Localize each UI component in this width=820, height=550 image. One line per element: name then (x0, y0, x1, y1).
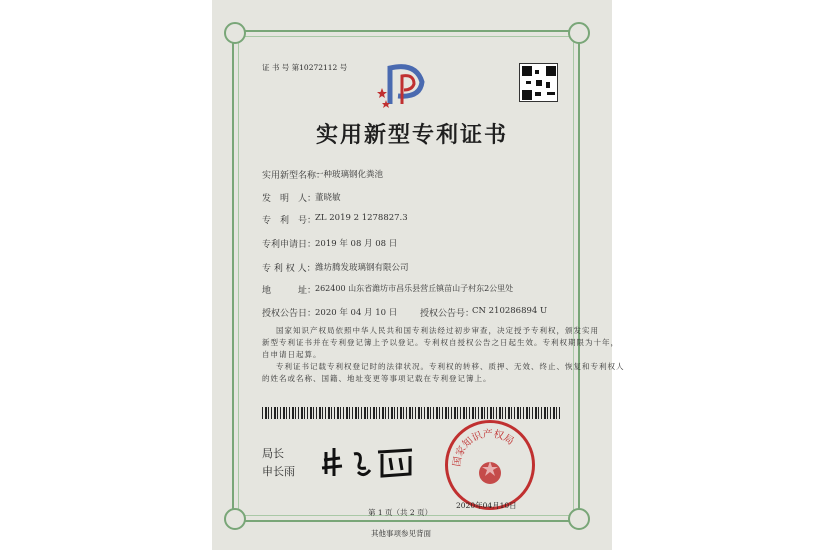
paragraph-line: 自申请日起算。 (262, 350, 322, 359)
paragraph-line: 专利证书记载专利权登记时的法律状况。专利权的转移、质押、无效、终止、恢复和专利权人 (276, 362, 625, 371)
grant-date-value: 2020 年 04 月 10 日 (315, 308, 398, 318)
barcode (262, 407, 562, 419)
patent-number-label: 专 利 号： (262, 216, 317, 226)
corner-ornament (568, 508, 590, 530)
paragraph-line: 国家知识产权局依照中华人民共和国专利法经过初步审查，决定授予专利权，颁发实用 (276, 326, 599, 335)
official-seal (445, 420, 535, 510)
paragraph-line: 新型专利证书并在专利登记簿上予以登记。专利权自授权公告之日起生效。专利权期限为十年， (262, 338, 619, 347)
address-value: 262400 山东省潍坊市昌乐县营丘镇苗山子村东2公里处 (315, 284, 514, 293)
back-note: 其他事项参见背面 (371, 529, 431, 538)
director-title: 局长 (262, 447, 284, 460)
publication-number-value: CN 210286894 U (472, 306, 548, 316)
director-signature (318, 440, 418, 482)
filing-date-value: 2019 年 08 月 08 日 (315, 239, 398, 249)
director-name: 申长雨 (262, 465, 295, 478)
name-value: 一种玻璃钢化粪池 (315, 170, 384, 180)
seal-date: 2020年04月10日 (456, 501, 517, 510)
corner-ornament (568, 22, 590, 44)
publication-number-label: 授权公告号： (420, 309, 475, 319)
qr-code (519, 63, 558, 102)
svg-text:国家知识产权局 (451, 427, 516, 468)
inventor-label: 发 明 人： (262, 194, 317, 204)
owner-label: 专 利 权 人： (262, 264, 316, 274)
address-label: 地 址： (262, 286, 317, 296)
seal-text: 国家知识产权局 (451, 428, 516, 468)
grant-date-label: 授权公告日： (262, 309, 317, 319)
certificate-number: 证 书 号 第10272112 号 (262, 63, 348, 72)
paragraph-line: 的姓名或名称、国籍、地址变更等事项记载在专利登记簿上。 (262, 374, 492, 383)
filing-date-label: 专利申请日： (262, 240, 317, 250)
page-number: 第 1 页（共 2 页） (368, 508, 433, 517)
cnipa-logo (376, 60, 436, 110)
seal-emblem (448, 423, 532, 507)
owner-value: 潍坊腾发玻璃钢有限公司 (315, 263, 409, 273)
name-label: 实用新型名称： (262, 171, 326, 181)
inventor-value: 董晓敏 (315, 193, 341, 203)
certificate-title: 实用新型专利证书 (316, 122, 509, 148)
corner-ornament (224, 22, 246, 44)
corner-ornament (224, 508, 246, 530)
patent-number-value: ZL 2019 2 1278827.3 (315, 213, 408, 223)
